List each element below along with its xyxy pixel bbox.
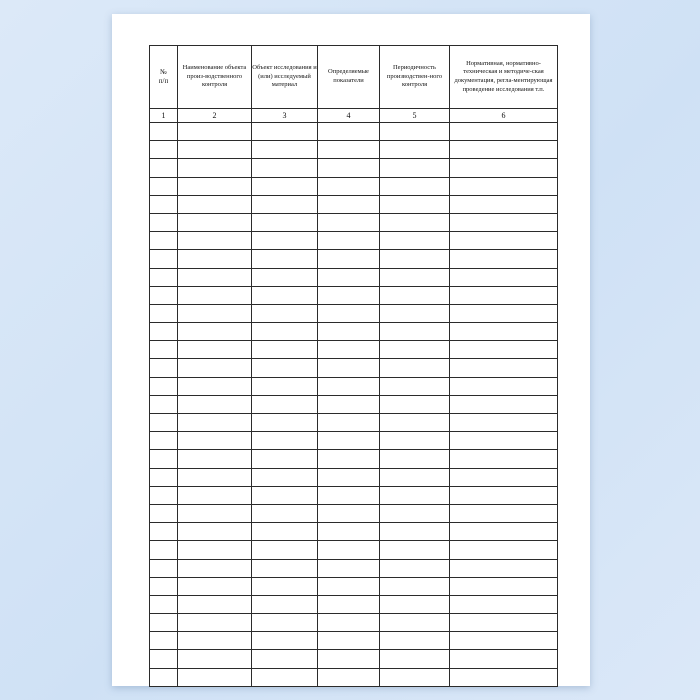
table-cell[interactable] bbox=[380, 577, 450, 595]
table-cell[interactable] bbox=[252, 650, 318, 668]
table-cell[interactable] bbox=[178, 359, 252, 377]
table-cell[interactable] bbox=[178, 250, 252, 268]
document-page bbox=[112, 14, 590, 686]
table-row[interactable] bbox=[150, 268, 558, 286]
header-cell-5: Периодичность производствен-ного контроля bbox=[380, 46, 450, 109]
table-row[interactable] bbox=[150, 141, 558, 159]
table-cell[interactable] bbox=[178, 377, 252, 395]
table-cell[interactable] bbox=[150, 323, 178, 341]
table-cell[interactable] bbox=[178, 450, 252, 468]
table-cell[interactable] bbox=[252, 577, 318, 595]
table-cell[interactable] bbox=[150, 595, 178, 613]
table-cell[interactable] bbox=[380, 395, 450, 413]
table-cell[interactable] bbox=[318, 559, 380, 577]
table-cell[interactable] bbox=[150, 614, 178, 632]
table-cell[interactable] bbox=[380, 195, 450, 213]
table-cell[interactable] bbox=[450, 377, 558, 395]
table-cell[interactable] bbox=[380, 359, 450, 377]
table-cell[interactable] bbox=[450, 359, 558, 377]
table-cell[interactable] bbox=[318, 395, 380, 413]
table-cell[interactable] bbox=[178, 523, 252, 541]
table-cell[interactable] bbox=[178, 177, 252, 195]
table-cell[interactable] bbox=[318, 650, 380, 668]
table-row[interactable] bbox=[150, 450, 558, 468]
table-cell[interactable] bbox=[150, 268, 178, 286]
table-cell[interactable] bbox=[178, 650, 252, 668]
table-cell[interactable] bbox=[178, 632, 252, 650]
table-cell[interactable] bbox=[450, 341, 558, 359]
table-cell[interactable] bbox=[450, 414, 558, 432]
table-cell[interactable] bbox=[150, 377, 178, 395]
table-cell[interactable] bbox=[150, 650, 178, 668]
table-cell[interactable] bbox=[178, 414, 252, 432]
table-cell[interactable] bbox=[318, 414, 380, 432]
table-cell[interactable] bbox=[178, 286, 252, 304]
table-cell[interactable] bbox=[450, 159, 558, 177]
table-cell[interactable] bbox=[150, 286, 178, 304]
table-cell[interactable] bbox=[150, 432, 178, 450]
table-cell[interactable] bbox=[380, 323, 450, 341]
table-cell[interactable] bbox=[252, 523, 318, 541]
table-cell[interactable] bbox=[450, 614, 558, 632]
column-number-5: 5 bbox=[380, 109, 450, 123]
table-cell[interactable] bbox=[380, 304, 450, 322]
table-cell[interactable] bbox=[178, 577, 252, 595]
table-cell[interactable] bbox=[150, 123, 178, 141]
table-cell[interactable] bbox=[450, 304, 558, 322]
table-cell[interactable] bbox=[150, 559, 178, 577]
table-cell[interactable] bbox=[150, 486, 178, 504]
table-cell[interactable] bbox=[150, 177, 178, 195]
table-cell[interactable] bbox=[380, 450, 450, 468]
table-cell[interactable] bbox=[178, 341, 252, 359]
table-row[interactable] bbox=[150, 341, 558, 359]
table-cell[interactable] bbox=[380, 432, 450, 450]
table-cell[interactable] bbox=[252, 159, 318, 177]
table-row[interactable] bbox=[150, 323, 558, 341]
table-cell[interactable] bbox=[380, 650, 450, 668]
table-cell[interactable] bbox=[318, 486, 380, 504]
table-cell[interactable] bbox=[178, 614, 252, 632]
table-cell[interactable] bbox=[318, 323, 380, 341]
header-cell-6: Нормативная, нормативно-техническая и методиче-ская документация, регла-ментирующая проведение исследования т.п. bbox=[450, 46, 558, 109]
table-cell[interactable] bbox=[318, 268, 380, 286]
header-cell-1: № п/п bbox=[150, 46, 178, 109]
table-cell[interactable] bbox=[318, 177, 380, 195]
table-cell[interactable] bbox=[252, 468, 318, 486]
table-row[interactable] bbox=[150, 468, 558, 486]
table-cell[interactable] bbox=[318, 341, 380, 359]
table-cell[interactable] bbox=[318, 377, 380, 395]
table-cell[interactable] bbox=[178, 213, 252, 231]
table-cell[interactable] bbox=[380, 123, 450, 141]
table-cell[interactable] bbox=[150, 668, 178, 686]
table-cell[interactable] bbox=[178, 304, 252, 322]
table-cell[interactable] bbox=[252, 341, 318, 359]
table-cell[interactable] bbox=[380, 232, 450, 250]
table-cell[interactable] bbox=[252, 450, 318, 468]
column-number-2: 2 bbox=[178, 109, 252, 123]
table-row[interactable] bbox=[150, 650, 558, 668]
production-control-table bbox=[149, 45, 558, 687]
table-cell[interactable] bbox=[450, 177, 558, 195]
table-cell[interactable] bbox=[252, 614, 318, 632]
table-row[interactable] bbox=[150, 232, 558, 250]
table-cell[interactable] bbox=[318, 432, 380, 450]
table-cell[interactable] bbox=[252, 323, 318, 341]
table-row[interactable] bbox=[150, 377, 558, 395]
table-cell[interactable] bbox=[150, 523, 178, 541]
table-cell[interactable] bbox=[450, 486, 558, 504]
table-header bbox=[150, 46, 558, 109]
table-cell[interactable] bbox=[450, 668, 558, 686]
table-cell[interactable] bbox=[380, 595, 450, 613]
table-cell[interactable] bbox=[150, 141, 178, 159]
table-cell[interactable] bbox=[150, 159, 178, 177]
table-cell[interactable] bbox=[252, 195, 318, 213]
table-header-row bbox=[150, 46, 558, 109]
table-cell[interactable] bbox=[380, 468, 450, 486]
table-cell[interactable] bbox=[450, 595, 558, 613]
table-cell[interactable] bbox=[450, 195, 558, 213]
table-cell[interactable] bbox=[178, 195, 252, 213]
table-cell[interactable] bbox=[252, 377, 318, 395]
table-cell[interactable] bbox=[380, 286, 450, 304]
table-body bbox=[150, 109, 558, 687]
table-cell[interactable] bbox=[380, 486, 450, 504]
table-cell[interactable] bbox=[150, 213, 178, 231]
table-cell[interactable] bbox=[450, 268, 558, 286]
table-cell[interactable] bbox=[150, 341, 178, 359]
table-row[interactable] bbox=[150, 523, 558, 541]
table-row[interactable] bbox=[150, 486, 558, 504]
table-cell[interactable] bbox=[318, 250, 380, 268]
table-cell[interactable] bbox=[150, 577, 178, 595]
table-row[interactable] bbox=[150, 213, 558, 231]
table-cell[interactable] bbox=[252, 432, 318, 450]
table-cell[interactable] bbox=[380, 614, 450, 632]
table-cell[interactable] bbox=[450, 250, 558, 268]
table-cell[interactable] bbox=[150, 359, 178, 377]
table-cell[interactable] bbox=[252, 268, 318, 286]
table-cell[interactable] bbox=[252, 123, 318, 141]
table-cell[interactable] bbox=[178, 504, 252, 522]
table-cell[interactable] bbox=[318, 195, 380, 213]
table-cell[interactable] bbox=[450, 468, 558, 486]
table-cell[interactable] bbox=[252, 541, 318, 559]
table-cell[interactable] bbox=[178, 268, 252, 286]
table-row[interactable] bbox=[150, 504, 558, 522]
table-cell[interactable] bbox=[150, 632, 178, 650]
table-cell[interactable] bbox=[380, 559, 450, 577]
production-control-table-wrapper bbox=[149, 45, 557, 687]
table-cell[interactable] bbox=[252, 213, 318, 231]
table-cell[interactable] bbox=[252, 232, 318, 250]
table-cell[interactable] bbox=[252, 177, 318, 195]
column-number-row bbox=[150, 109, 558, 123]
table-cell[interactable] bbox=[380, 632, 450, 650]
table-row[interactable] bbox=[150, 614, 558, 632]
table-cell[interactable] bbox=[178, 595, 252, 613]
table-cell[interactable] bbox=[318, 504, 380, 522]
table-row[interactable] bbox=[150, 395, 558, 413]
table-cell[interactable] bbox=[450, 559, 558, 577]
table-cell[interactable] bbox=[450, 523, 558, 541]
header-cell-2: Наименование объекта произ-водственного контроля bbox=[178, 46, 252, 109]
table-cell[interactable] bbox=[178, 323, 252, 341]
table-row[interactable] bbox=[150, 414, 558, 432]
table-cell[interactable] bbox=[252, 304, 318, 322]
table-cell[interactable] bbox=[150, 250, 178, 268]
table-cell[interactable] bbox=[318, 541, 380, 559]
table-cell[interactable] bbox=[380, 177, 450, 195]
table-cell[interactable] bbox=[318, 523, 380, 541]
table-cell[interactable] bbox=[252, 504, 318, 522]
table-row[interactable] bbox=[150, 595, 558, 613]
header-cell-4: Определяемые показатели bbox=[318, 46, 380, 109]
table-cell[interactable] bbox=[178, 159, 252, 177]
table-cell[interactable] bbox=[318, 159, 380, 177]
table-cell[interactable] bbox=[252, 141, 318, 159]
table-cell[interactable] bbox=[380, 250, 450, 268]
table-cell[interactable] bbox=[178, 432, 252, 450]
table-cell[interactable] bbox=[450, 141, 558, 159]
table-cell[interactable] bbox=[318, 450, 380, 468]
table-cell[interactable] bbox=[252, 668, 318, 686]
table-cell[interactable] bbox=[450, 286, 558, 304]
table-cell[interactable] bbox=[380, 141, 450, 159]
table-cell[interactable] bbox=[450, 395, 558, 413]
table-cell[interactable] bbox=[450, 541, 558, 559]
table-cell[interactable] bbox=[252, 286, 318, 304]
table-cell[interactable] bbox=[252, 486, 318, 504]
table-cell[interactable] bbox=[380, 377, 450, 395]
table-cell[interactable] bbox=[252, 359, 318, 377]
table-cell[interactable] bbox=[380, 668, 450, 686]
table-cell[interactable] bbox=[318, 468, 380, 486]
table-cell[interactable] bbox=[252, 559, 318, 577]
table-row[interactable] bbox=[150, 559, 558, 577]
table-cell[interactable] bbox=[318, 359, 380, 377]
table-cell[interactable] bbox=[318, 123, 380, 141]
column-number-1: 1 bbox=[150, 109, 178, 123]
table-cell[interactable] bbox=[450, 232, 558, 250]
header-cell-3: Объект исследования и (или) исследуемый материал bbox=[252, 46, 318, 109]
table-cell[interactable] bbox=[178, 123, 252, 141]
table-row[interactable] bbox=[150, 304, 558, 322]
table-cell[interactable] bbox=[150, 504, 178, 522]
table-cell[interactable] bbox=[252, 395, 318, 413]
table-cell[interactable] bbox=[380, 541, 450, 559]
table-cell[interactable] bbox=[318, 577, 380, 595]
table-cell[interactable] bbox=[318, 668, 380, 686]
table-cell[interactable] bbox=[450, 577, 558, 595]
table-row[interactable] bbox=[150, 632, 558, 650]
table-cell[interactable] bbox=[252, 250, 318, 268]
column-number-6: 6 bbox=[450, 109, 558, 123]
column-number-3: 3 bbox=[252, 109, 318, 123]
table-cell[interactable] bbox=[318, 614, 380, 632]
table-cell[interactable] bbox=[450, 632, 558, 650]
table-cell[interactable] bbox=[318, 304, 380, 322]
table-row[interactable] bbox=[150, 286, 558, 304]
table-cell[interactable] bbox=[318, 141, 380, 159]
table-row[interactable] bbox=[150, 195, 558, 213]
table-cell[interactable] bbox=[450, 123, 558, 141]
table-cell[interactable] bbox=[380, 504, 450, 522]
table-cell[interactable] bbox=[318, 632, 380, 650]
table-cell[interactable] bbox=[450, 432, 558, 450]
table-cell[interactable] bbox=[380, 213, 450, 231]
table-cell[interactable] bbox=[450, 323, 558, 341]
table-row[interactable] bbox=[150, 577, 558, 595]
table-cell[interactable] bbox=[150, 541, 178, 559]
table-cell[interactable] bbox=[318, 232, 380, 250]
table-cell[interactable] bbox=[380, 268, 450, 286]
table-cell[interactable] bbox=[450, 650, 558, 668]
table-cell[interactable] bbox=[178, 232, 252, 250]
table-row[interactable] bbox=[150, 177, 558, 195]
table-cell[interactable] bbox=[178, 395, 252, 413]
table-cell[interactable] bbox=[318, 213, 380, 231]
table-cell[interactable] bbox=[252, 632, 318, 650]
table-cell[interactable] bbox=[252, 595, 318, 613]
table-row[interactable] bbox=[150, 123, 558, 141]
table-cell[interactable] bbox=[150, 468, 178, 486]
table-cell[interactable] bbox=[150, 232, 178, 250]
table-cell[interactable] bbox=[252, 414, 318, 432]
table-cell[interactable] bbox=[450, 213, 558, 231]
table-cell[interactable] bbox=[178, 141, 252, 159]
column-number-4: 4 bbox=[318, 109, 380, 123]
table-cell[interactable] bbox=[178, 468, 252, 486]
table-cell[interactable] bbox=[380, 341, 450, 359]
table-cell[interactable] bbox=[150, 195, 178, 213]
table-cell[interactable] bbox=[450, 504, 558, 522]
table-row[interactable] bbox=[150, 250, 558, 268]
table-cell[interactable] bbox=[150, 414, 178, 432]
table-cell[interactable] bbox=[150, 304, 178, 322]
table-cell[interactable] bbox=[380, 414, 450, 432]
table-row[interactable] bbox=[150, 359, 558, 377]
table-row[interactable] bbox=[150, 432, 558, 450]
table-row[interactable] bbox=[150, 159, 558, 177]
table-cell[interactable] bbox=[318, 286, 380, 304]
table-cell[interactable] bbox=[380, 159, 450, 177]
table-cell[interactable] bbox=[318, 595, 380, 613]
table-cell[interactable] bbox=[178, 668, 252, 686]
table-cell[interactable] bbox=[450, 450, 558, 468]
table-cell[interactable] bbox=[178, 486, 252, 504]
table-cell[interactable] bbox=[178, 559, 252, 577]
table-cell[interactable] bbox=[150, 395, 178, 413]
table-row[interactable] bbox=[150, 668, 558, 686]
table-cell[interactable] bbox=[178, 541, 252, 559]
table-cell[interactable] bbox=[150, 450, 178, 468]
table-cell[interactable] bbox=[380, 523, 450, 541]
table-row[interactable] bbox=[150, 541, 558, 559]
